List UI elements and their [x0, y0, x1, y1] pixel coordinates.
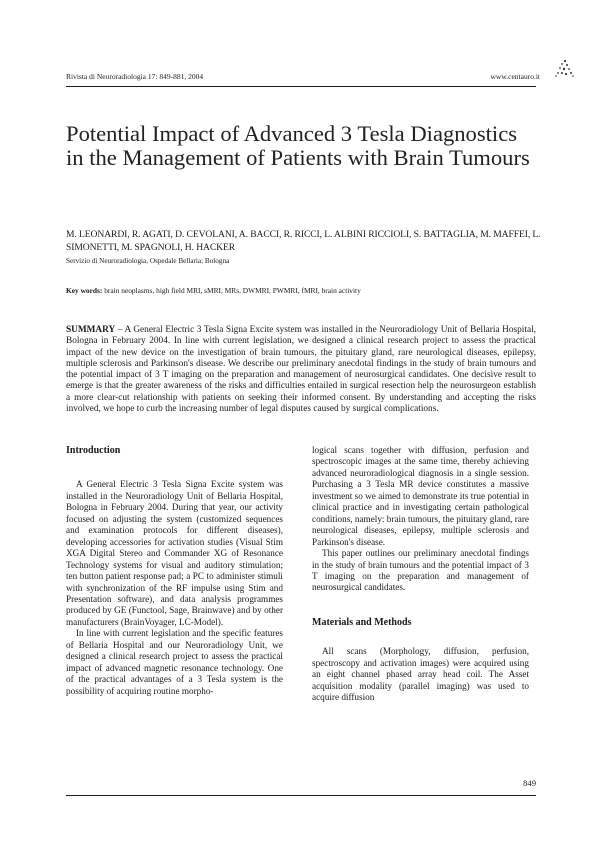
introduction-paragraph: This paper outlines our preliminary anecdotal findings in the study of brain tumours and the potential impact of 3 T imaging on the preparation and management of neurosurgical candidates.	[312, 548, 529, 593]
keywords-line	[66, 286, 361, 295]
page-number: 849	[523, 778, 536, 788]
header-divider	[66, 86, 536, 87]
summary-label: SUMMARY	[66, 325, 116, 335]
journal-citation: Rivista di Neuroradiologia 17: 849-881, 2004	[66, 72, 204, 81]
methods-heading: Materials and Methods	[312, 616, 412, 628]
summary-text: – A General Electric 3 Tesla Signa Excite system was installed in the Neuroradiology Unit of Bellaria Hospital, Bologna in February 2004. In line with current legislation, we designed a clinical research project to assess the practical impact of the new device on the investigation of brain tumours, the pituitary gland, rare neurological diseases, epilepsy, multiple sclerosis and Parkinson's disease. We describe our preliminary anecdotal findings in the study of brain tumours and the potential impact of 3 T imaging on the preparation and management of neurosurgical candidates. One decisive result to emerge is that the greater awareness of the risks and difficulties entailed in surgical resection help the neurosurgeon establish a more clear-cut relationship with patients on seeking their informed consent. By understanding and accepting the risks involved, we hope to curb the increasing number of legal disputes caused by surgical complications.	[66, 325, 536, 415]
introduction-paragraph: A General Electric 3 Tesla Signa Excite system was installed in the Neuroradiology Unit of Bellaria Hospital, Bologna in February 2004. During that year, our activity focused on adjusting the system (customized sequences and examination protocols for different diseases), developing accessories for activation studies (Visual Stim XGA Digital Stereo and Commander XG of Resonance Technology systems for visual and auditory stimulation; ten button patient response pad; a PC to administer stimuli with synchronization of the RF impulse using Stim and Presentation software), and data analysis programmes produced by GE (Functool, Sage, Brainwave) and by other manufacturers (BrainVoyager, LC-Model).	[66, 479, 283, 627]
introduction-continuation: logical scans together with diffusion, perfusion and spectroscopic images at the same time, thereby achieving advanced neuroradiological diagnosis in a single session. Purchasing a 3 Tesla MR device constitutes a massive investment so we aimed to demonstrate its true potential in clinical practice and in investigating certain pathological conditions, namely: brain tumours, the pituitary gland, rare neurological diseases, epilepsy, multiple sclerosis and Parkinson's disease.	[312, 445, 529, 547]
keywords-label: Key words:	[66, 286, 103, 295]
footer-divider	[66, 795, 536, 796]
author-list: M. LEONARDI, R. AGATI, D. CEVOLANI, A. BACCI, R. RICCI, L. ALBINI RICCIOLI, S. BATTAGLIA, M. MAFFEI, L. SIMONETTI, M. SPAGNOLI, H. HACKER	[66, 229, 541, 253]
introduction-heading: Introduction	[66, 445, 121, 456]
article-title: Potential Impact of Advanced 3 Tesla Diagnostics in the Management of Patients with Brain Tumours	[66, 121, 530, 170]
author-affiliation: Servizio di Neuroradiologia, Ospedale Bellaria; Bologna	[66, 257, 230, 265]
left-column	[66, 445, 283, 697]
keywords-text: brain neoplasms, high field MRI, sMRI, MRs, DWMRI, PWMRI, fMRI, brain activity	[104, 286, 361, 295]
summary-abstract	[66, 325, 536, 415]
introduction-paragraph: In line with current legislation and the specific features of Bellaria Hospital and our Neuroradiology Unit, we designed a clinical research project to assess the practical impact of advanced magnetic resonance technology. One of the practical advantages of a 3 Tesla system is the possibility of acquiring routine morpho-	[66, 628, 283, 696]
methods-paragraph: All scans (Morphology, diffusion, perfusion, spectroscopy and activation images) were acquired using an eight channel phased array head coil. The Asset acquisition modality (parallel imaging) was used to acquire diffusion	[312, 646, 529, 703]
right-column	[312, 445, 529, 704]
journal-website-link[interactable]: www.centauro.it	[490, 72, 540, 81]
centauro-logo-icon	[554, 58, 576, 80]
